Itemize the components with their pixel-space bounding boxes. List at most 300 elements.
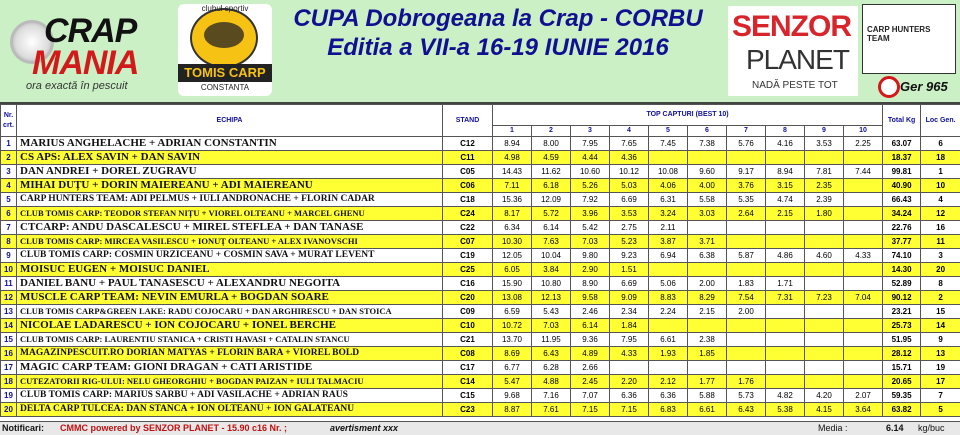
catch-weight: 7.92 bbox=[571, 193, 610, 207]
team-name: CTCARP: ANDU DASCALESCU + MIREL STEFLEA + DAN TANASE bbox=[17, 221, 443, 235]
notification-bar bbox=[0, 421, 960, 435]
table-row bbox=[1, 305, 960, 319]
stand-code: C12 bbox=[443, 137, 493, 151]
general-rank: 10 bbox=[921, 179, 960, 193]
catch-weight: 9.36 bbox=[571, 333, 610, 347]
table-row bbox=[1, 333, 960, 347]
catch-weight: 6.94 bbox=[649, 249, 688, 263]
catch-weight: 7.63 bbox=[532, 235, 571, 249]
catch-weight bbox=[727, 235, 766, 249]
row-number: 8 bbox=[1, 235, 17, 249]
stand-code: C14 bbox=[443, 375, 493, 389]
catch-weight: 7.45 bbox=[649, 137, 688, 151]
stand-code: C20 bbox=[443, 291, 493, 305]
catch-weight: 2.24 bbox=[649, 305, 688, 319]
general-rank: 5 bbox=[921, 403, 960, 417]
crap-mania-word2: MANIA bbox=[32, 44, 138, 83]
catch-weight: 4.06 bbox=[649, 179, 688, 193]
catch-weight: 6.14 bbox=[532, 221, 571, 235]
row-number: 12 bbox=[1, 291, 17, 305]
catch-weight: 3.96 bbox=[571, 207, 610, 221]
stand-code: C05 bbox=[443, 165, 493, 179]
senzor-tagline: NADĂ PESTE TOT bbox=[752, 80, 838, 91]
general-rank: 15 bbox=[921, 305, 960, 319]
catch-weight bbox=[688, 319, 727, 333]
catch-weight: 2.25 bbox=[844, 137, 883, 151]
total-kg: 40.90 bbox=[883, 179, 921, 193]
catch-weight bbox=[805, 235, 844, 249]
total-kg: 34.24 bbox=[883, 207, 921, 221]
catch-weight: 10.72 bbox=[493, 319, 532, 333]
total-kg: 63.82 bbox=[883, 403, 921, 417]
general-rank: 1 bbox=[921, 165, 960, 179]
catch-weight: 6.61 bbox=[649, 333, 688, 347]
stand-code: C25 bbox=[443, 263, 493, 277]
catch-weight bbox=[727, 347, 766, 361]
catch-weight bbox=[727, 319, 766, 333]
stand-code: C15 bbox=[443, 389, 493, 403]
catch-weight: 7.03 bbox=[532, 319, 571, 333]
results-table bbox=[0, 104, 960, 417]
catch-weight: 1.83 bbox=[727, 277, 766, 291]
row-number: 20 bbox=[1, 403, 17, 417]
row-number: 5 bbox=[1, 193, 17, 207]
team-name: CLUB TOMIS CARP: TEODOR STEFAN NIȚU + VIOREL OLTEANU + MARCEL GHENU bbox=[17, 207, 443, 221]
general-rank: 19 bbox=[921, 361, 960, 375]
table-row bbox=[1, 207, 960, 221]
catch-weight bbox=[610, 361, 649, 375]
catch-weight: 7.04 bbox=[844, 291, 883, 305]
header-catch-3: 3 bbox=[571, 126, 610, 137]
team-name: CLUB TOMIS CARP: MARIUS SARBU + ADI VASILACHE + ADRIAN RAUS bbox=[17, 389, 443, 403]
team-name: MAGIC CARP TEAM: GIONI DRAGAN + CATI ARISTIDE bbox=[17, 361, 443, 375]
general-rank: 14 bbox=[921, 319, 960, 333]
row-number: 7 bbox=[1, 221, 17, 235]
catch-weight bbox=[649, 361, 688, 375]
header-catch-5: 5 bbox=[649, 126, 688, 137]
catch-weight: 6.59 bbox=[493, 305, 532, 319]
catch-weight: 7.65 bbox=[610, 137, 649, 151]
table-row bbox=[1, 361, 960, 375]
catch-weight bbox=[844, 333, 883, 347]
catch-weight: 4.86 bbox=[766, 249, 805, 263]
catch-weight: 5.73 bbox=[727, 389, 766, 403]
catch-weight: 6.14 bbox=[571, 319, 610, 333]
table-row bbox=[1, 319, 960, 333]
header-catch-4: 4 bbox=[610, 126, 649, 137]
total-kg: 74.10 bbox=[883, 249, 921, 263]
catch-weight: 7.16 bbox=[532, 389, 571, 403]
tomis-city: CONSTANTA bbox=[178, 83, 272, 92]
total-kg: 28.12 bbox=[883, 347, 921, 361]
general-rank: 12 bbox=[921, 207, 960, 221]
total-kg: 15.71 bbox=[883, 361, 921, 375]
catch-weight: 6.34 bbox=[493, 221, 532, 235]
general-rank: 6 bbox=[921, 137, 960, 151]
catch-weight bbox=[805, 277, 844, 291]
general-rank: 4 bbox=[921, 193, 960, 207]
catch-weight: 7.95 bbox=[571, 137, 610, 151]
stand-code: C06 bbox=[443, 179, 493, 193]
stand-code: C11 bbox=[443, 151, 493, 165]
stand-code: C23 bbox=[443, 403, 493, 417]
catch-weight: 2.34 bbox=[610, 305, 649, 319]
table-row bbox=[1, 375, 960, 389]
row-number: 4 bbox=[1, 179, 17, 193]
catch-weight: 9.58 bbox=[571, 291, 610, 305]
total-kg: 37.77 bbox=[883, 235, 921, 249]
catch-weight bbox=[844, 305, 883, 319]
catch-weight: 7.54 bbox=[727, 291, 766, 305]
catch-weight: 2.38 bbox=[688, 333, 727, 347]
catch-weight bbox=[727, 361, 766, 375]
catch-weight bbox=[766, 221, 805, 235]
catch-weight: 2.12 bbox=[649, 375, 688, 389]
catch-weight: 7.61 bbox=[532, 403, 571, 417]
catch-weight bbox=[649, 151, 688, 165]
catch-weight: 7.15 bbox=[571, 403, 610, 417]
stand-code: C07 bbox=[443, 235, 493, 249]
general-rank: 9 bbox=[921, 333, 960, 347]
header-team: ECHIPA bbox=[17, 105, 443, 137]
catch-weight: 7.44 bbox=[844, 165, 883, 179]
table-row bbox=[1, 179, 960, 193]
header-catch-7: 7 bbox=[727, 126, 766, 137]
senzor-planet-logo bbox=[728, 6, 858, 96]
catch-weight: 6.31 bbox=[649, 193, 688, 207]
crap-mania-word1: CRAP bbox=[44, 12, 136, 51]
header-catch-10: 10 bbox=[844, 126, 883, 137]
header-catch-8: 8 bbox=[766, 126, 805, 137]
team-name: DANIEL BANU + PAUL TANASESCU + ALEXANDRU NEGOITA bbox=[17, 277, 443, 291]
catch-weight bbox=[688, 361, 727, 375]
catch-weight: 4.20 bbox=[805, 389, 844, 403]
catch-weight: 5.38 bbox=[766, 403, 805, 417]
general-rank: 11 bbox=[921, 235, 960, 249]
stand-code: C09 bbox=[443, 305, 493, 319]
catch-weight bbox=[805, 305, 844, 319]
catch-weight: 6.69 bbox=[610, 277, 649, 291]
table-row bbox=[1, 235, 960, 249]
catch-weight: 3.53 bbox=[805, 137, 844, 151]
catch-weight: 4.98 bbox=[493, 151, 532, 165]
notification-label: Notificari: bbox=[2, 422, 44, 435]
row-number: 15 bbox=[1, 333, 17, 347]
catch-weight: 4.15 bbox=[805, 403, 844, 417]
catch-weight bbox=[844, 347, 883, 361]
catch-weight: 4.33 bbox=[844, 249, 883, 263]
notification-warning: avertisment xxx bbox=[330, 422, 398, 435]
general-rank: 8 bbox=[921, 277, 960, 291]
catch-weight: 7.81 bbox=[805, 165, 844, 179]
table-row bbox=[1, 137, 960, 151]
catch-weight: 1.80 bbox=[805, 207, 844, 221]
catch-weight: 9.17 bbox=[727, 165, 766, 179]
header-nr: Nr. crt. bbox=[1, 105, 17, 137]
catch-weight bbox=[805, 333, 844, 347]
catch-weight bbox=[844, 207, 883, 221]
catch-weight: 4.59 bbox=[532, 151, 571, 165]
senzor-word: SENZOR bbox=[732, 10, 851, 44]
catch-weight bbox=[766, 319, 805, 333]
catch-weight: 4.33 bbox=[610, 347, 649, 361]
catch-weight: 3.87 bbox=[649, 235, 688, 249]
catch-weight bbox=[766, 263, 805, 277]
general-rank: 2 bbox=[921, 291, 960, 305]
general-rank: 17 bbox=[921, 375, 960, 389]
row-number: 16 bbox=[1, 347, 17, 361]
team-name: NICOLAE LADARESCU + ION COJOCARU + IONEL BERCHE bbox=[17, 319, 443, 333]
total-kg: 63.07 bbox=[883, 137, 921, 151]
catch-weight bbox=[766, 151, 805, 165]
catch-weight: 5.23 bbox=[610, 235, 649, 249]
catch-weight: 12.13 bbox=[532, 291, 571, 305]
team-name: MUSCLE CARP TEAM: NEVIN EMURLA + BOGDAN SOARE bbox=[17, 291, 443, 305]
catch-weight bbox=[727, 221, 766, 235]
catch-weight: 10.30 bbox=[493, 235, 532, 249]
total-kg: 25.73 bbox=[883, 319, 921, 333]
table-row bbox=[1, 151, 960, 165]
ger-ring-icon bbox=[878, 76, 900, 98]
table-row bbox=[1, 263, 960, 277]
catch-weight bbox=[805, 263, 844, 277]
catch-weight: 4.44 bbox=[571, 151, 610, 165]
catch-weight: 5.35 bbox=[727, 193, 766, 207]
catch-weight: 5.43 bbox=[532, 305, 571, 319]
header-catch-2: 2 bbox=[532, 126, 571, 137]
catch-weight: 4.36 bbox=[610, 151, 649, 165]
catch-weight bbox=[688, 263, 727, 277]
catch-weight bbox=[649, 263, 688, 277]
catch-weight: 7.23 bbox=[805, 291, 844, 305]
row-number: 14 bbox=[1, 319, 17, 333]
catch-weight: 8.94 bbox=[766, 165, 805, 179]
catch-weight bbox=[766, 375, 805, 389]
stand-code: C21 bbox=[443, 333, 493, 347]
catch-weight: 4.89 bbox=[571, 347, 610, 361]
catch-weight: 3.03 bbox=[688, 207, 727, 221]
header-banner bbox=[0, 0, 960, 104]
catch-weight: 6.83 bbox=[649, 403, 688, 417]
catch-weight: 1.51 bbox=[610, 263, 649, 277]
title-line-1: CUPA Dobrogeana la Crap - CORBU bbox=[276, 4, 720, 33]
team-name: CUTEZATORII RIG-ULUI: NELU GHEORGHIU + BOGDAN PAIZAN + IULI TALMACIU bbox=[17, 375, 443, 389]
team-name: CARP HUNTERS TEAM: ADI PELMUS + IULI ANDRONACHE + FLORIN CADAR bbox=[17, 193, 443, 207]
planet-word: PLANET bbox=[746, 44, 849, 76]
title-line-2: Editia a VII-a 16-19 IUNIE 2016 bbox=[276, 33, 720, 62]
catch-weight: 10.80 bbox=[532, 277, 571, 291]
catch-weight: 1.71 bbox=[766, 277, 805, 291]
catch-weight: 5.03 bbox=[610, 179, 649, 193]
catch-weight bbox=[766, 333, 805, 347]
catch-weight: 6.28 bbox=[532, 361, 571, 375]
row-number: 13 bbox=[1, 305, 17, 319]
team-name: MAGAZINPESCUIT.RO DORIAN MATYAS + FLORIN BARA + VIOREL BOLD bbox=[17, 347, 443, 361]
catch-weight: 2.75 bbox=[610, 221, 649, 235]
catch-weight: 5.72 bbox=[532, 207, 571, 221]
team-name: CS APS: ALEX SAVIN + DAN SAVIN bbox=[17, 151, 443, 165]
catch-weight bbox=[844, 179, 883, 193]
catch-weight: 8.83 bbox=[649, 291, 688, 305]
total-kg: 99.81 bbox=[883, 165, 921, 179]
catch-weight: 10.12 bbox=[610, 165, 649, 179]
catch-weight: 6.36 bbox=[649, 389, 688, 403]
general-rank: 3 bbox=[921, 249, 960, 263]
catch-weight: 2.00 bbox=[688, 277, 727, 291]
catch-weight: 6.36 bbox=[610, 389, 649, 403]
catch-weight: 5.26 bbox=[571, 179, 610, 193]
catch-weight: 3.15 bbox=[766, 179, 805, 193]
catch-weight: 11.95 bbox=[532, 333, 571, 347]
row-number: 6 bbox=[1, 207, 17, 221]
row-number: 11 bbox=[1, 277, 17, 291]
catch-weight bbox=[844, 361, 883, 375]
catch-weight: 1.93 bbox=[649, 347, 688, 361]
total-kg: 59.35 bbox=[883, 389, 921, 403]
catch-weight: 9.09 bbox=[610, 291, 649, 305]
catch-weight: 4.74 bbox=[766, 193, 805, 207]
catch-weight: 4.88 bbox=[532, 375, 571, 389]
tomis-name: TOMIS CARP bbox=[178, 64, 272, 82]
catch-weight: 6.69 bbox=[610, 193, 649, 207]
team-name: MIHAI DUȚU + DORIN MAIEREANU + ADI MAIEREANU bbox=[17, 179, 443, 193]
tomis-carp-logo bbox=[178, 4, 272, 96]
stand-code: C10 bbox=[443, 319, 493, 333]
catch-weight bbox=[844, 263, 883, 277]
general-rank: 13 bbox=[921, 347, 960, 361]
total-kg: 14.30 bbox=[883, 263, 921, 277]
catch-weight: 4.00 bbox=[688, 179, 727, 193]
catch-weight: 15.36 bbox=[493, 193, 532, 207]
catch-weight bbox=[805, 319, 844, 333]
catch-weight: 12.09 bbox=[532, 193, 571, 207]
team-name: DAN ANDREI + DOREL ZUGRAVU bbox=[17, 165, 443, 179]
catch-weight: 2.15 bbox=[688, 305, 727, 319]
catch-weight bbox=[766, 305, 805, 319]
catch-weight bbox=[805, 361, 844, 375]
media-unit: kg/buc bbox=[918, 422, 945, 435]
total-kg: 52.89 bbox=[883, 277, 921, 291]
catch-weight: 6.77 bbox=[493, 361, 532, 375]
stand-code: C22 bbox=[443, 221, 493, 235]
catch-weight: 4.60 bbox=[805, 249, 844, 263]
catch-weight: 3.76 bbox=[727, 179, 766, 193]
stand-code: C08 bbox=[443, 347, 493, 361]
catch-weight bbox=[766, 347, 805, 361]
table-row bbox=[1, 389, 960, 403]
catch-weight: 5.06 bbox=[649, 277, 688, 291]
total-kg: 18.37 bbox=[883, 151, 921, 165]
row-number: 3 bbox=[1, 165, 17, 179]
crap-mania-tagline: ora exactă în pescuit bbox=[26, 80, 128, 92]
table-row bbox=[1, 347, 960, 361]
total-kg: 90.12 bbox=[883, 291, 921, 305]
team-name: CLUB TOMIS CARP: COSMIN URZICEANU + COSMIN SAVA + MURAT LEVENT bbox=[17, 249, 443, 263]
table-row bbox=[1, 193, 960, 207]
catch-weight: 10.60 bbox=[571, 165, 610, 179]
catch-weight bbox=[844, 319, 883, 333]
team-name: DELTA CARP TULCEA: DAN STANCA + ION OLTEANU + ION GALATEANU bbox=[17, 403, 443, 417]
stand-code: C17 bbox=[443, 361, 493, 375]
tomis-arc-text: clubul sportiv bbox=[178, 4, 272, 13]
catch-weight: 8.90 bbox=[571, 277, 610, 291]
catch-weight bbox=[688, 221, 727, 235]
team-name: CLUB TOMIS CARP: LAURENTIU STANICA + CRISTI HAVASI + CATALIN STANCU bbox=[17, 333, 443, 347]
ger-text: Ger 965 bbox=[900, 79, 948, 94]
catch-weight bbox=[844, 235, 883, 249]
catch-weight bbox=[805, 221, 844, 235]
row-number: 1 bbox=[1, 137, 17, 151]
catch-weight: 9.23 bbox=[610, 249, 649, 263]
stand-code: C18 bbox=[443, 193, 493, 207]
catch-weight bbox=[844, 375, 883, 389]
catch-weight: 2.00 bbox=[727, 305, 766, 319]
table-row bbox=[1, 277, 960, 291]
total-kg: 20.65 bbox=[883, 375, 921, 389]
catch-weight: 9.60 bbox=[688, 165, 727, 179]
catch-weight: 6.38 bbox=[688, 249, 727, 263]
catch-weight: 7.11 bbox=[493, 179, 532, 193]
catch-weight: 5.47 bbox=[493, 375, 532, 389]
catch-weight: 5.87 bbox=[727, 249, 766, 263]
cht-text: CARP HUNTERS TEAM bbox=[867, 25, 953, 43]
catch-weight bbox=[844, 277, 883, 291]
table-row bbox=[1, 291, 960, 305]
catch-weight bbox=[805, 347, 844, 361]
catch-weight: 3.84 bbox=[532, 263, 571, 277]
catch-weight: 7.38 bbox=[688, 137, 727, 151]
catch-weight: 11.62 bbox=[532, 165, 571, 179]
media-value: 6.14 bbox=[886, 422, 904, 435]
general-rank: 7 bbox=[921, 389, 960, 403]
media-label: Media : bbox=[818, 422, 848, 435]
page-title bbox=[276, 4, 720, 62]
catch-weight bbox=[844, 221, 883, 235]
catch-weight: 5.76 bbox=[727, 137, 766, 151]
catch-weight: 8.29 bbox=[688, 291, 727, 305]
catch-weight: 13.70 bbox=[493, 333, 532, 347]
catch-weight: 7.03 bbox=[571, 235, 610, 249]
catch-weight: 7.15 bbox=[610, 403, 649, 417]
total-kg: 23.21 bbox=[883, 305, 921, 319]
stand-code: C24 bbox=[443, 207, 493, 221]
catch-weight bbox=[844, 151, 883, 165]
table-row bbox=[1, 165, 960, 179]
catch-weight: 2.46 bbox=[571, 305, 610, 319]
header-top-catches: TOP CAPTURI (BEST 10) bbox=[493, 105, 883, 126]
catch-weight: 8.17 bbox=[493, 207, 532, 221]
catch-weight: 2.39 bbox=[805, 193, 844, 207]
catch-weight bbox=[688, 151, 727, 165]
catch-weight: 10.04 bbox=[532, 249, 571, 263]
catch-weight bbox=[805, 151, 844, 165]
catch-weight: 2.45 bbox=[571, 375, 610, 389]
catch-weight bbox=[727, 151, 766, 165]
general-rank: 16 bbox=[921, 221, 960, 235]
catch-weight: 2.15 bbox=[766, 207, 805, 221]
notification-message: CMMC powered by SENZOR PLANET - 15.90 c16 Nr. ; bbox=[60, 422, 287, 435]
catch-weight: 1.77 bbox=[688, 375, 727, 389]
stand-code: C19 bbox=[443, 249, 493, 263]
team-name: CLUB TOMIS CARP&GREEN LAKE: RADU COJOCARU + DAN ARGHIRESCU + DAN STOICA bbox=[17, 305, 443, 319]
catch-weight: 2.35 bbox=[805, 179, 844, 193]
catch-weight: 5.58 bbox=[688, 193, 727, 207]
header-catch-1: 1 bbox=[493, 126, 532, 137]
row-number: 17 bbox=[1, 361, 17, 375]
catch-weight bbox=[805, 375, 844, 389]
catch-weight: 8.69 bbox=[493, 347, 532, 361]
catch-weight: 4.16 bbox=[766, 137, 805, 151]
